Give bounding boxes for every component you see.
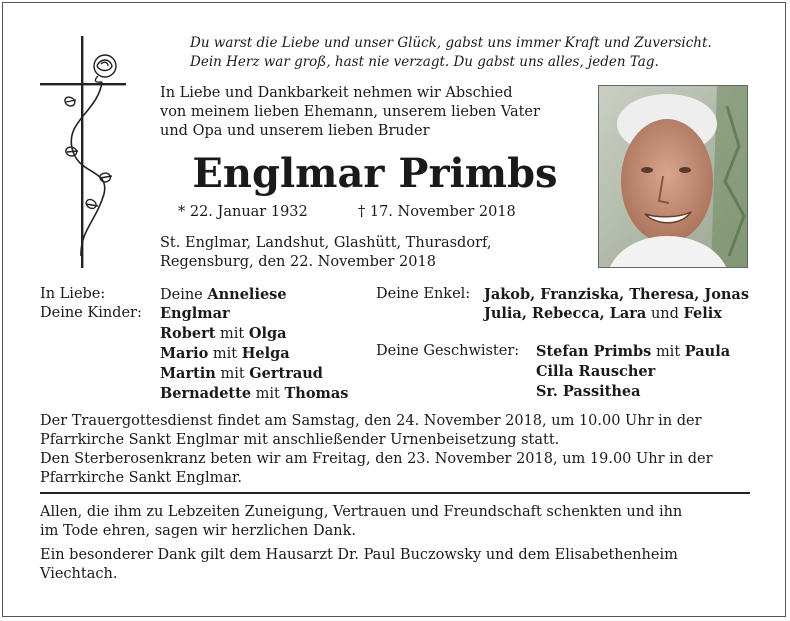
love-label: In Liebe: bbox=[40, 286, 106, 302]
grandchildren-line bbox=[484, 304, 722, 324]
child-name: Bernadette bbox=[160, 385, 252, 402]
birth-date: * 22. Januar 1932 bbox=[178, 204, 308, 220]
child-partner: Gertraud bbox=[249, 365, 323, 382]
motto-line: Dein Herz war groß, hast nie verzagt. Du gabst uns alles, jeden Tag. bbox=[190, 54, 659, 70]
children-label: Deine Kinder: bbox=[40, 305, 142, 321]
list-item bbox=[160, 324, 348, 344]
thanks-paragraph-2 bbox=[40, 546, 750, 584]
thanks-paragraph bbox=[40, 503, 750, 541]
wife-line bbox=[160, 285, 287, 305]
grandchildren-label: Deine Enkel: bbox=[376, 286, 471, 302]
list-item bbox=[160, 364, 348, 384]
child-name: Robert bbox=[160, 325, 216, 342]
with-word: mit bbox=[255, 386, 280, 402]
intro-line: von meinem lieben Ehemann, unserem lieben Vater bbox=[160, 104, 540, 120]
deceased-name: Englmar Primbs bbox=[192, 150, 558, 197]
sibling-name: Cilla Rauscher bbox=[536, 363, 656, 380]
with-word: mit bbox=[655, 344, 681, 360]
text-line: Den Sterberosenkranz beten wir am Freitag, den 23. November 2018, um 19.00 Uhr in der bbox=[40, 451, 713, 467]
text-line: Viechtach. bbox=[40, 566, 118, 582]
child-partner: Helga bbox=[241, 345, 290, 362]
text-line: im Tode ehren, sagen wir herzlichen Dank. bbox=[40, 523, 356, 539]
children-list bbox=[160, 304, 348, 404]
wife-name: Anneliese bbox=[207, 286, 287, 303]
intro-text bbox=[160, 84, 540, 141]
child-name: Mario bbox=[160, 345, 209, 362]
cross-with-rose-icon bbox=[36, 36, 131, 271]
child-partner: Thomas bbox=[284, 385, 349, 402]
text-line: Ein besonderer Dank gilt dem Hausarzt Dr. Paul Buczowsky und dem Elisabethenheim bbox=[40, 547, 678, 563]
text-line: Der Trauergottesdienst findet am Samstag, den 24. November 2018, um 10.00 Uhr in der bbox=[40, 413, 702, 429]
siblings-label: Deine Geschwister: bbox=[376, 343, 520, 359]
portrait-image bbox=[599, 86, 748, 268]
grandchildren-line bbox=[484, 285, 749, 305]
sibling-name: Sr. Passithea bbox=[536, 383, 641, 400]
child-name: Martin bbox=[160, 365, 216, 382]
service-paragraph bbox=[40, 412, 750, 488]
list-item bbox=[536, 362, 730, 382]
motto bbox=[190, 34, 712, 72]
portrait-photo bbox=[598, 85, 748, 268]
and-word: und bbox=[650, 306, 679, 322]
motto-line: Du warst die Liebe und unser Glück, gabst uns immer Kraft und Zuversicht. bbox=[190, 35, 712, 51]
with-word: mit bbox=[220, 326, 245, 342]
wife-prefix: Deine bbox=[160, 287, 203, 303]
siblings-list bbox=[536, 342, 730, 402]
list-item bbox=[160, 344, 348, 364]
intro-line: In Liebe und Dankbarkeit nehmen wir Abschied bbox=[160, 85, 513, 101]
list-item bbox=[160, 304, 348, 324]
text-line: Allen, die ihm zu Lebzeiten Zuneigung, Vertrauen und Freundschaft schenkten und ihn bbox=[40, 504, 683, 520]
sibling-name: Stefan Primbs bbox=[536, 343, 652, 360]
grandchildren-names: Julia, Rebecca, Lara bbox=[484, 305, 647, 322]
with-word: mit bbox=[212, 346, 238, 362]
places-line: Regensburg, den 22. November 2018 bbox=[160, 254, 436, 270]
with-word: mit bbox=[220, 366, 245, 382]
death-date: † 17. November 2018 bbox=[358, 204, 516, 220]
text-line: Pfarrkirche Sankt Englmar mit anschließender Urnenbeisetzung statt. bbox=[40, 432, 560, 448]
grandchild-name: Felix bbox=[683, 305, 722, 322]
intro-line: und Opa und unserem lieben Bruder bbox=[160, 123, 430, 139]
list-item bbox=[536, 342, 730, 362]
list-item bbox=[536, 382, 730, 402]
child-name: Englmar bbox=[160, 305, 230, 322]
sibling-partner: Paula bbox=[684, 343, 731, 360]
grandchildren-names: Jakob, Franziska, Theresa, Jonas bbox=[484, 286, 749, 303]
divider bbox=[40, 492, 750, 494]
child-partner: Olga bbox=[248, 325, 287, 342]
places-line: St. Englmar, Landshut, Glashütt, Thurasdorf, bbox=[160, 235, 492, 251]
list-item bbox=[160, 384, 348, 404]
text-line: Pfarrkirche Sankt Englmar. bbox=[40, 470, 242, 486]
places-and-date bbox=[160, 234, 491, 272]
